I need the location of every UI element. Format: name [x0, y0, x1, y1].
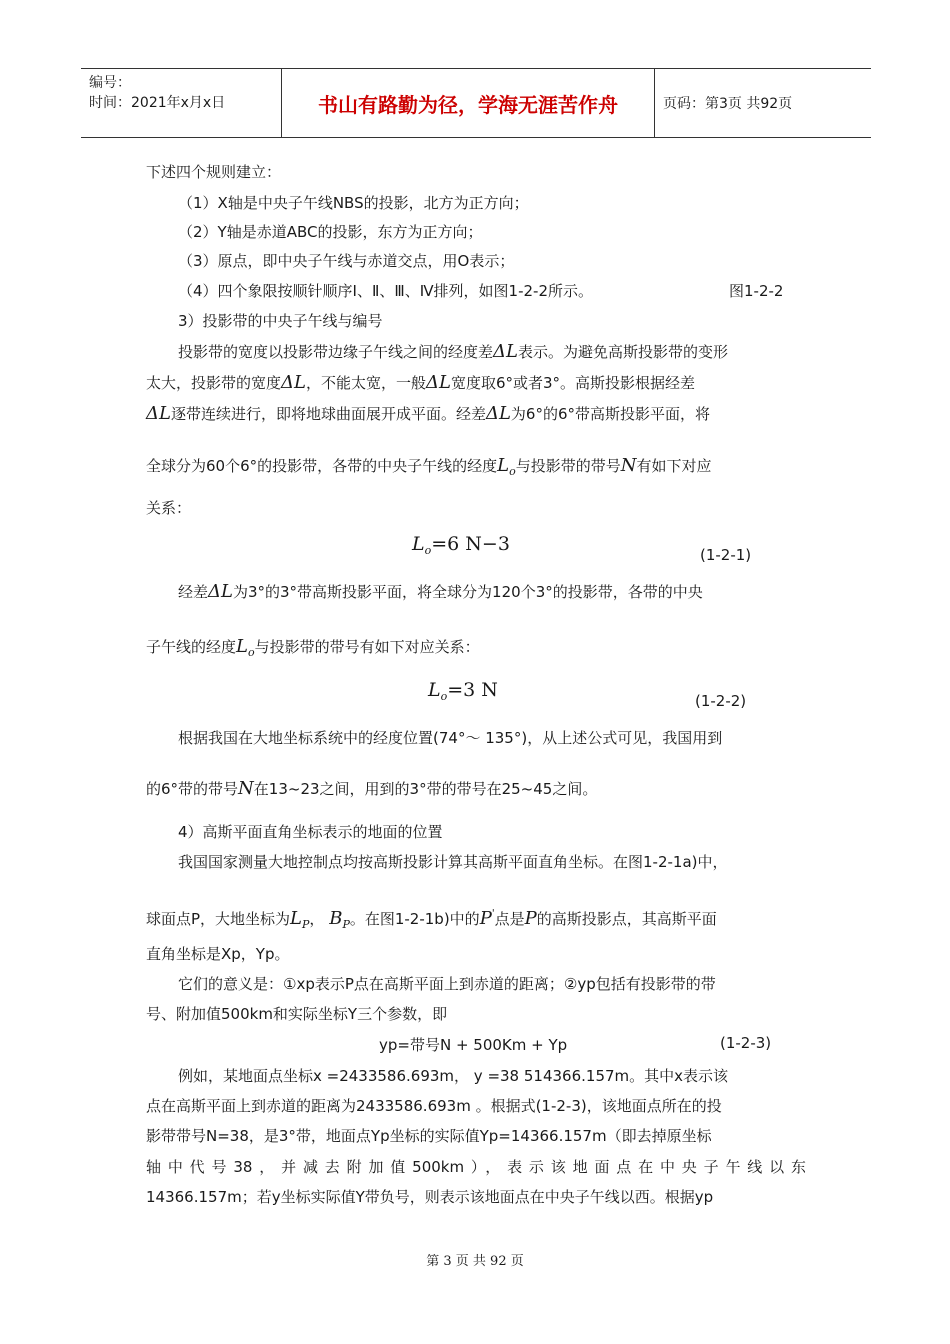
text-line: ΔL逐带连续进行，即将地球曲面展开成平面。经差ΔL为6°的6°带高斯投影平面，将 — [146, 403, 711, 424]
page-footer: 第 3 页 共 92 页 — [426, 1254, 524, 1269]
rule-1: （1）X轴是中央子午线NBS的投影，北方为正方向； — [178, 194, 529, 212]
text-line: 的6°带的带号N在13~23之间，用到的3°带的带号在25~45之间。 — [146, 778, 598, 799]
text-line: 我国国家测量大地控制点均按高斯投影计算其高斯平面直角坐标。在图1-2-1a)中， — [178, 853, 728, 871]
number-label: 编号： — [89, 75, 131, 91]
rule-4: （4）四个象限按顺针顺序Ⅰ、Ⅱ、Ⅲ、Ⅳ排列，如图1-2-2所示。 — [178, 282, 593, 300]
text-line: 例如，某地面点坐标x =2433586.693m， y =38 514366.157m。其中x表示该 — [178, 1067, 729, 1085]
rule-2: （2）Y轴是赤道ABC的投影，东方为正方向； — [178, 223, 483, 241]
text-line: 轴中代号38，并减去附加值500km），表示该地面点在中央子午线以东 — [146, 1158, 806, 1176]
text-line: 点在高斯平面上到赤道的距离为2433586.693m 。根据式(1-2-3)，该地面点所在的投 — [146, 1097, 722, 1115]
text-line: 球面点P，大地坐标为$L_P$， $B_P$。在图1-2-1b)中的P'点是P的高斯投影点，其高斯平面 — [146, 908, 717, 931]
text-line: 全球分为60个6°的投影带，各带的中央子午线的经度$L_o$与投影带的带号N有如下对应 — [146, 455, 712, 478]
text-line: 影带带号N=38，是3°带，地面点Yp坐标的实际值Yp=14366.157m（即去掉原坐标 — [146, 1127, 712, 1145]
text-line: 关系： — [146, 499, 192, 517]
text-line: 太大，投影带的宽度ΔL，不能太宽，一般ΔL宽度取6°或者3°。高斯投影根据经差 — [146, 372, 696, 393]
text-line: 直角坐标是Xp，Yp。 — [146, 945, 290, 963]
text-line: 下述四个规则建立： — [146, 163, 282, 181]
header-meta — [81, 69, 282, 137]
section-heading: 4）高斯平面直角坐标表示的地面的位置 — [178, 823, 443, 841]
figure-ref: 图1-2-2 — [729, 282, 784, 300]
header-table — [81, 68, 871, 138]
equation-1: $L_o=6$ N−3 — [412, 533, 510, 557]
time-label: 时间：2021年x月x日 — [89, 95, 226, 111]
section-heading: 3）投影带的中央子午线与编号 — [178, 312, 383, 330]
text-line: 14366.157m；若y坐标实际值Y带负号，则表示该地面点在中央子午线以西。根据yp — [146, 1188, 714, 1206]
equation-2-number: (1-2-2) — [695, 692, 747, 710]
text-line: 它们的意义是：①xp表示P点在高斯平面上到赤道的距离；②yp包括有投影带的带 — [178, 975, 716, 993]
text-line: 经差ΔL为3°的3°带高斯投影平面，将全球分为120个3°的投影带，各带的中央 — [178, 581, 703, 602]
text-line: 子午线的经度$L_o$与投影带的带号有如下对应关系： — [146, 636, 480, 659]
rule-3: （3）原点，即中央子午线与赤道交点，用O表示； — [178, 252, 515, 270]
equation-2: $L_o=3$ N — [428, 679, 498, 703]
header-motto: 书山有路勤为径，学海无涯苦作舟 — [282, 69, 655, 137]
equation-1-number: (1-2-1) — [700, 546, 752, 564]
header-page-label: 页码：第3页 共92页 — [663, 96, 793, 112]
equation-3-number: (1-2-3) — [720, 1034, 772, 1052]
text-line: 根据我国在大地坐标系统中的经度位置(74°～ 135°)，从上述公式可见，我国用到 — [178, 729, 723, 747]
text-line: 号、附加值500km和实际坐标Y三个参数，即 — [146, 1005, 448, 1023]
equation-3: yp=带号N + 500Km + Yp — [379, 1036, 568, 1054]
text-line: 投影带的宽度以投影带边缘子午线之间的经度差ΔL表示。为避免高斯投影带的变形 — [178, 341, 728, 362]
